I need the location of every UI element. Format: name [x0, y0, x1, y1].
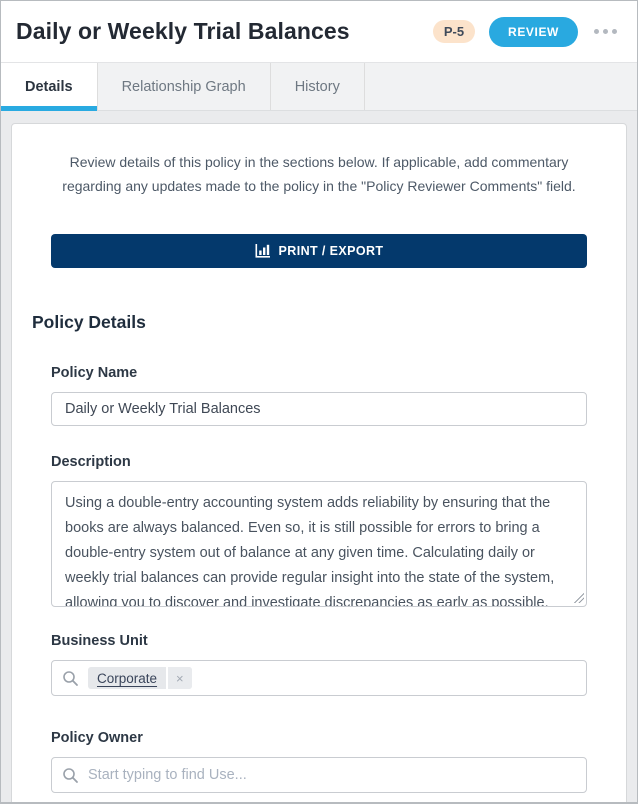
page-title: Daily or Weekly Trial Balances: [16, 18, 350, 44]
header: [1, 1, 637, 63]
policy-owner-input[interactable]: [51, 757, 587, 793]
bar-chart-icon: [255, 244, 271, 258]
section-title: Policy Details: [32, 312, 146, 332]
print-export-button[interactable]: [51, 234, 587, 268]
search-icon: [62, 670, 79, 687]
description-textarea[interactable]: [51, 481, 587, 607]
policy-owner-label: Policy Owner: [51, 730, 143, 746]
header-actions: [433, 17, 619, 47]
business-unit-label: Business Unit: [51, 633, 148, 649]
business-unit-tag[interactable]: [88, 667, 192, 689]
description-label: Description: [51, 454, 131, 470]
more-options-icon[interactable]: [592, 25, 619, 38]
tag-label: Corporate: [97, 671, 158, 686]
description-field: [51, 454, 587, 607]
details-card: [11, 123, 627, 802]
policy-name-field: [51, 365, 587, 426]
policy-owner-field: [51, 730, 587, 793]
content-area: [1, 111, 637, 802]
print-export-label: PRINT / EXPORT: [278, 244, 384, 258]
policy-owner-search-input[interactable]: [88, 767, 576, 783]
review-button[interactable]: REVIEW: [489, 17, 578, 47]
search-icon: [62, 767, 79, 784]
business-unit-input[interactable]: [51, 660, 587, 696]
tab-bar: [1, 63, 637, 111]
policy-name-input[interactable]: [51, 392, 587, 426]
policy-id-badge: P-5: [433, 20, 475, 43]
remove-tag-icon[interactable]: ×: [166, 667, 192, 689]
business-unit-field: [51, 633, 587, 696]
policy-details-form: [51, 365, 587, 793]
instructions-text: Review details of this policy in the sections below. If applicable, add commentary regarding any updates made to the policy in the "Policy Reviewer Comments" field.: [62, 154, 576, 194]
tab-relationship-graph[interactable]: Relationship Graph: [98, 63, 271, 110]
tab-history[interactable]: History: [271, 63, 365, 110]
tab-details[interactable]: Details: [1, 63, 98, 110]
policy-name-label: Policy Name: [51, 365, 138, 381]
